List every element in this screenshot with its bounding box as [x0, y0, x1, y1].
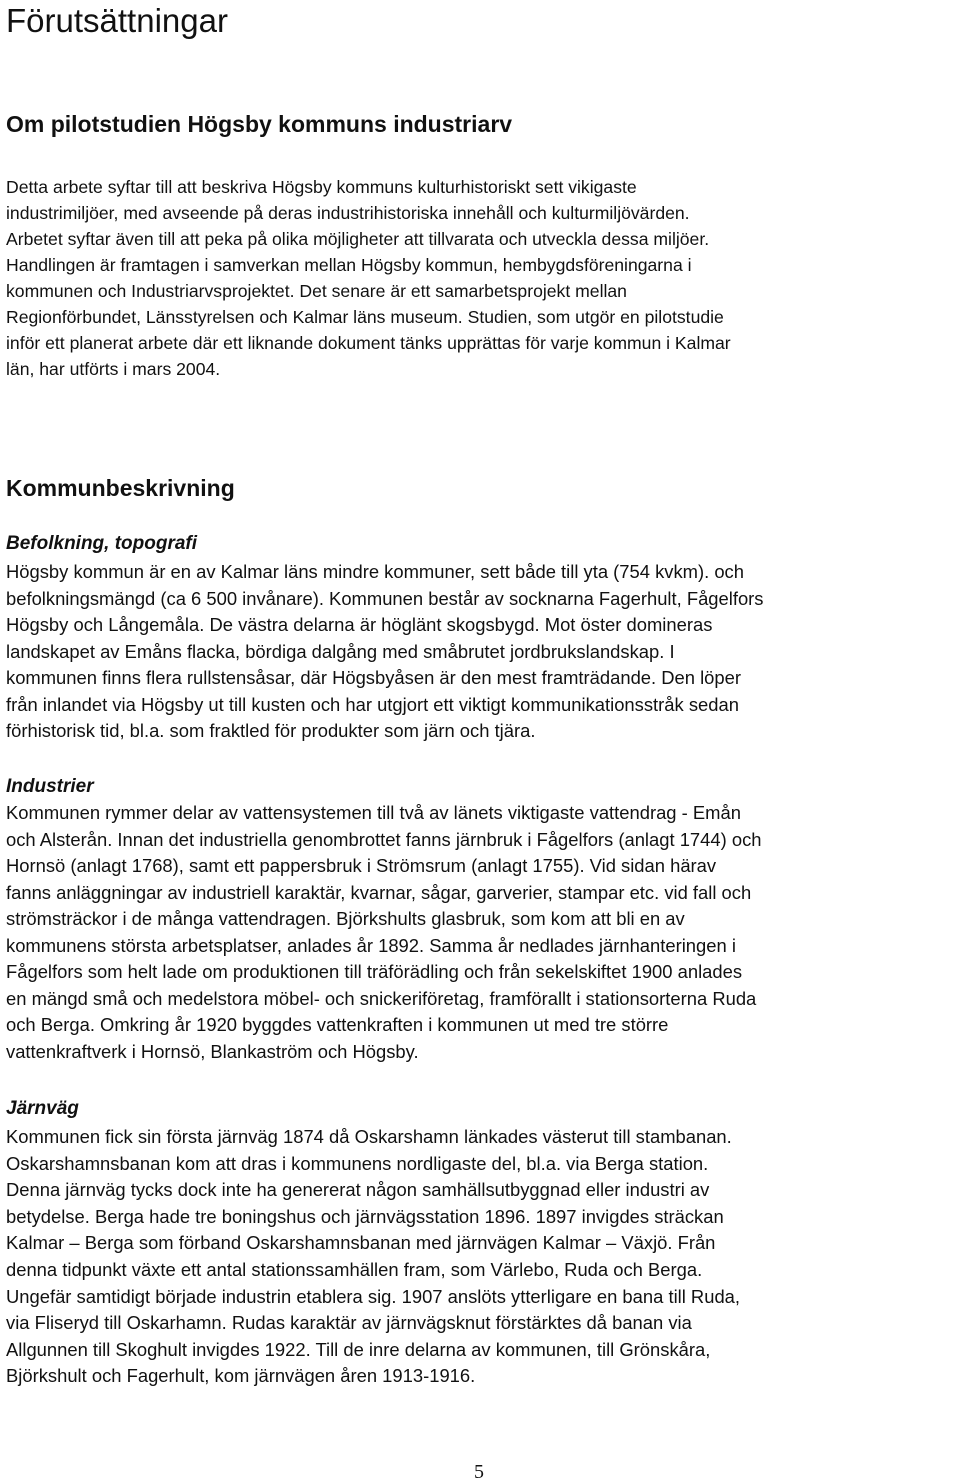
- paragraph-line: och Berga. Omkring år 1920 byggdes vattenkraften i kommunen ut med tre större: [6, 1014, 669, 1035]
- paragraph-line: från inlandet via Högsby ut till kusten och har utgjort ett viktigt kommunikationsstråk sedan: [6, 693, 739, 715]
- paragraph-line: Denna järnväg tycks dock inte ha genererat någon samhällsutbyggnad eller industri av: [6, 1179, 710, 1201]
- paragraph-line: befolkningsmängd (ca 6 500 invånare). Kommunen består av socknarna Fagerhult, Fågelfors: [6, 587, 764, 609]
- pilot-paragraph: [6, 174, 956, 382]
- subheading-befolkning: Befolkning, topografi: [6, 533, 198, 554]
- paragraph-line: Fågelfors som helt lade om produktionen till träförädling och från sekelskiftet 1900 anlades: [6, 961, 743, 982]
- paragraph-line: Detta arbete syftar till att beskriva Högsby kommuns kulturhistoriskt sett vikigaste: [6, 177, 637, 197]
- paragraph-line: Handlingen är framtagen i samverkan mellan Högsby kommun, hembygdsföreningarna i: [6, 255, 692, 275]
- paragraph-line: en mängd små och medelstora möbel- och snickeriföretag, framförallt i stationsorterna Ruda: [6, 987, 757, 1009]
- paragraph-line: Oskarshamnsbanan kom att dras i kommunens nordligaste del, bl.a. via Berga station.: [6, 1152, 709, 1174]
- paragraph-line: Högsby kommun är en av Kalmar läns mindre kommuner, sett både till yta (754 kvkm). och: [6, 561, 744, 582]
- paragraph-line: landskapet av Emåns flacka, bördiga dalgång med småbrutet jordbrukslandskap. I: [6, 640, 675, 662]
- paragraph-line: Högsby och Långemåla. De västra delarna är höglänt skogsbygd. Mot öster domineras: [6, 614, 713, 635]
- paragraph-line: Ungefär samtidigt började industrin etablera sig. 1907 anslöts ytterligare en bana till Ruda,: [6, 1285, 741, 1307]
- paragraph-line: strömsträckor i de många vattendragen. Björkshults glasbruk, som kom att bli en av: [6, 908, 685, 929]
- paragraph-line: inför ett planerat arbete där ett liknande dokument tänks upprättas för varje kommun i Kalmar: [6, 333, 731, 353]
- paragraph-line: Björkshult och Fagerhult, kom järnvägen åren 1913-1916.: [6, 1365, 476, 1387]
- jarnvag-paragraph: [6, 1124, 956, 1390]
- paragraph-line: kommunen finns flera rullstensåsar, där Högsbyåsen är den mest framträdande. Den löper: [6, 667, 741, 688]
- paragraph-line: Kalmar – Berga som förband Oskarshamnsbanan med järnvägen Kalmar – Växjö. Från: [6, 1232, 716, 1254]
- paragraph-line: Arbetet syftar även till att peka på olika möjligheter att tillvarata och utveckla dessa miljöer.: [6, 229, 710, 249]
- paragraph-line: via Fliseryd till Oskarhamn. Rudas karaktär av järnvägsknut förstärktes då banan via: [6, 1312, 692, 1334]
- paragraph-line: Hornsö (anlagt 1768), samt ett pappersbruk i Strömsrum (anlagt 1755). Vid sidan härav: [6, 855, 717, 876]
- paragraph-line: Kommunen fick sin första järnväg 1874 då Oskarshamn länkades västerut till stambanan.: [6, 1126, 732, 1147]
- industrier-paragraph: [6, 800, 956, 1065]
- paragraph-line: och Alsterån. Innan det industriella genombrottet fanns järnbruk i Fågelfors (anlagt 1744) och: [6, 828, 762, 850]
- subheading-jarnvag: Järnväg: [6, 1098, 79, 1119]
- page-number: 5: [474, 1461, 484, 1483]
- paragraph-line: fanns anläggningar av industriell karaktär, kvarnar, sågar, garverier, stampar etc. vid fall och: [6, 881, 752, 903]
- paragraph-line: kommunen och Industriarvsprojektet. Det senare är ett samarbetsprojekt mellan: [6, 281, 627, 301]
- subheading-industrier: Industrier: [6, 776, 94, 797]
- befolkning-paragraph: [6, 559, 956, 745]
- paragraph-line: kommunens största arbetsplatser, anlades år 1892. Samma år nedlades järnhanteringen i: [6, 934, 736, 956]
- paragraph-line: Regionförbundet, Länsstyrelsen och Kalmar läns museum. Studien, som utgör en pilotstudie: [6, 307, 724, 327]
- paragraph-line: betydelse. Berga hade tre boningshus och järnvägsstation 1896. 1897 invigdes sträckan: [6, 1205, 724, 1227]
- paragraph-line: förhistorisk tid, bl.a. som fraktled för produkter som järn och tjära.: [6, 720, 536, 741]
- section-heading-pilotstudien: Om pilotstudien Högsby kommuns industriarv: [6, 111, 513, 137]
- paragraph-line: län, har utförts i mars 2004.: [6, 359, 221, 379]
- paragraph-line: industrimiljöer, med avseende på deras industrihistoriska innehåll och kulturmiljövärden.: [6, 203, 690, 223]
- section-heading-kommunbeskrivning: Kommunbeskrivning: [6, 475, 235, 501]
- paragraph-line: denna tidpunkt växte ett antal stationssamhällen fram, som Värlebo, Ruda och Berga.: [6, 1258, 703, 1280]
- paragraph-line: Allgunnen till Skoghult invigdes 1922. Till de inre delarna av kommunen, till Grönskåra,: [6, 1338, 711, 1360]
- paragraph-line: vattenkraftverk i Hornsö, Blankaström och Högsby.: [6, 1040, 419, 1062]
- page-title: Förutsättningar: [6, 2, 228, 39]
- paragraph-line: Kommunen rymmer delar av vattensystemen till två av länets viktigaste vattendrag - Emån: [6, 802, 741, 823]
